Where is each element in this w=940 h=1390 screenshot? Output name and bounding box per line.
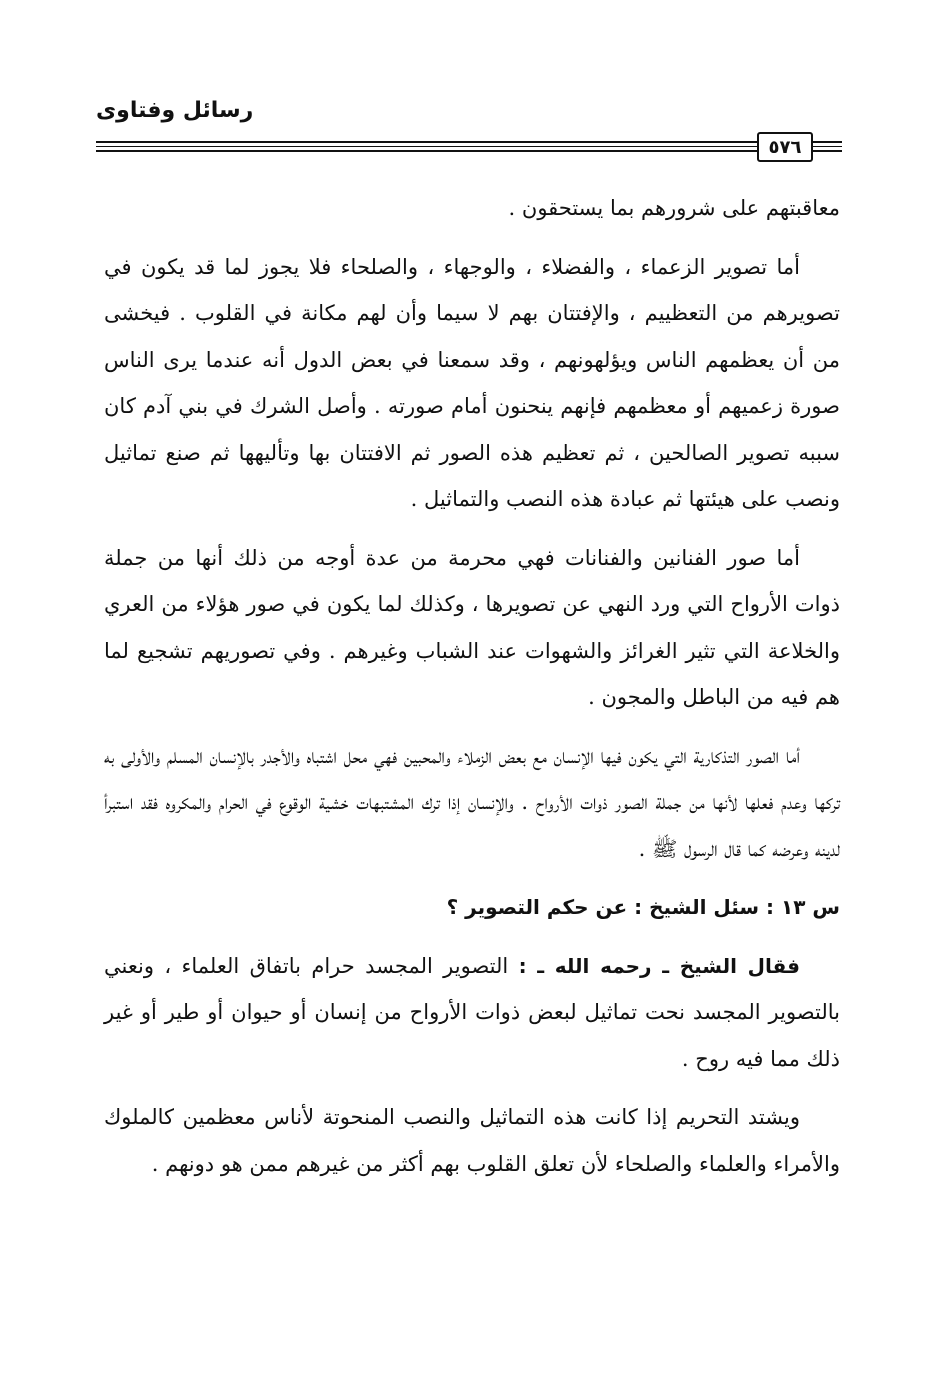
paragraph-souvenir-photos: أما الصور التذكارية التي يكون فيها الإنسان مع بعض الزملاء والمحبين فهي محل اشتباه والأجدر بالإنسان المسلم والأولى به تركها وعدم فعلها لأنها من جملة الصور ذوات الأرواح . والإنسان إذا ترك المشتبهات خشية الوقوع في الحرام والمكروه فقد استبرأ لدينه وعرضه كما قال الرسول ﷺ . <box>104 743 840 861</box>
answer-text: التصوير المجسد حرام باتفاق العلماء ، ونعني بالتصوير المجسد نحت تماثيل لبعض ذوات الأرواح من إنسان أو حيوان أو طير أو غير ذلك مما فيه روح . <box>104 953 840 1071</box>
running-header-title: رسائل وفتاوى <box>96 98 254 123</box>
page-number: ٥٧٦ <box>757 132 813 162</box>
paragraph-leaders-images: أما تصوير الزعماء ، والفضلاء ، والوجهاء ، والصلحاء فلا يجوز لما قد يكون في تصويرهم من التعظييم ، والإفتتان بهم لا سيما وأن لهم مكانة في القلوب . فيخشى من أن يعظمهم الناس ويؤلهونهم ، وقد سمعنا في بعض الدول أنه عندما يرى الناس صورة زعميهم أو معظمهم فإنهم ينحنون أمام صورته . وأصل الشرك في بني آدم كان سببه تصوير الصالحين ، ثم تعظيم هذه الصور ثم الافتتان بها وتأليهها ثم صنع تماثيل ونصب على هيئتها ثم عبادة هذه النصب والتماثيل . <box>104 254 840 511</box>
paragraph-continuation: معاقبتهم على شرورهم بما يستحقون . <box>508 196 840 220</box>
answer-paragraph <box>104 943 840 1083</box>
paragraph-closing: ويشتد التحريم إذا كانت هذه التماثيل والنصب المنحوتة لأناس معظمين كالملوك والأمراء والعلماء والصلحاء لأن تعلق القلوب بهم أكثر من غيرهم ممن هو دونهم . <box>104 1105 840 1176</box>
header-rule-middle <box>96 146 842 147</box>
paragraph-artists-images: أما صور الفنانين والفنانات فهي محرمة من عدة أوجه من ذلك أنها من جملة ذوات الأرواح التي ورد النهي عن تصويرها ، وكذلك لما يكون في صور هؤلاء من العري والخلاعة التي تثير الغرائز والشهوات عند الشباب وغيرهم . وفي تصوريهم تشجيع لما هم فيه من الباطل والمجون . <box>104 545 840 709</box>
answer-lead: فقال الشيخ ـ رحمه الله ـ : <box>518 953 800 978</box>
question-heading: س ١٣ : سئل الشيخ : عن حكم التصوير ؟ <box>446 895 840 919</box>
page-body <box>104 185 840 1199</box>
header-rule-bottom <box>96 150 842 152</box>
header-rule-top <box>96 141 842 143</box>
